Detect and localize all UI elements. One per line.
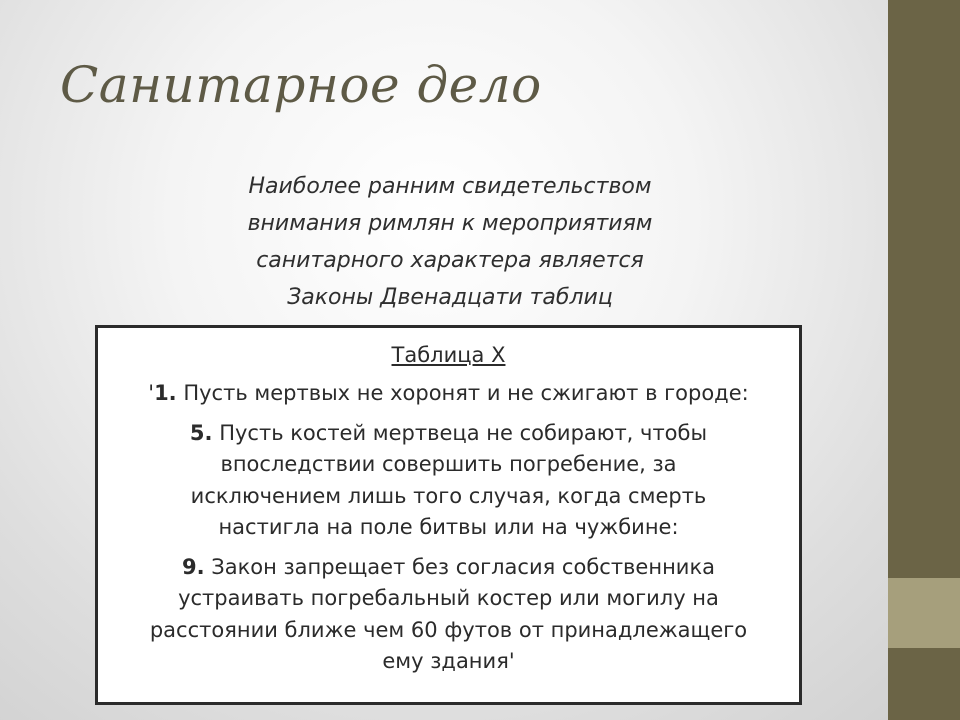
law-line: исключением лишь того случая, когда смерть [190,483,707,508]
intro-line: Законы Двенадцати таблиц [287,285,613,310]
law-number: 9. [181,554,205,579]
law-number: 1. [154,381,177,405]
intro-text [150,168,750,316]
law-quote-box [95,325,802,705]
law-line: устраивать погребальный костер или могилу на [178,586,719,610]
law-line [98,418,799,450]
law-item-9 [98,552,799,678]
law-item-1 [98,378,799,410]
intro-line: Наиболее ранним свидетельством [248,174,652,199]
law-number: 5. [189,420,213,445]
sidebar-accent-block [888,578,960,648]
law-line: впоследствии совершить погребение, за [220,452,677,476]
intro-line: санитарного характера является [256,248,644,273]
law-line [98,378,799,410]
slide-title: Санитарное дело [60,56,542,114]
table-heading: Таблица X [391,343,506,367]
law-line [98,552,799,584]
law-item-5 [98,418,799,544]
quote-mark: ' [148,381,155,405]
law-text: Пусть костей мертвеца не собирают, чтобы [212,420,708,445]
intro-line: внимания римлян к мероприятиям [247,211,653,236]
law-line: настигла на поле битвы или на чужбине: [218,515,679,539]
law-line: расстоянии ближе чем 60 футов от принадлежащего [149,617,748,642]
law-line: ему здания' [382,649,515,673]
law-text: Пусть мертвых не хоронят и не сжигают в городе: [176,381,749,405]
law-text: Закон запрещает без согласия собственника [204,554,716,579]
